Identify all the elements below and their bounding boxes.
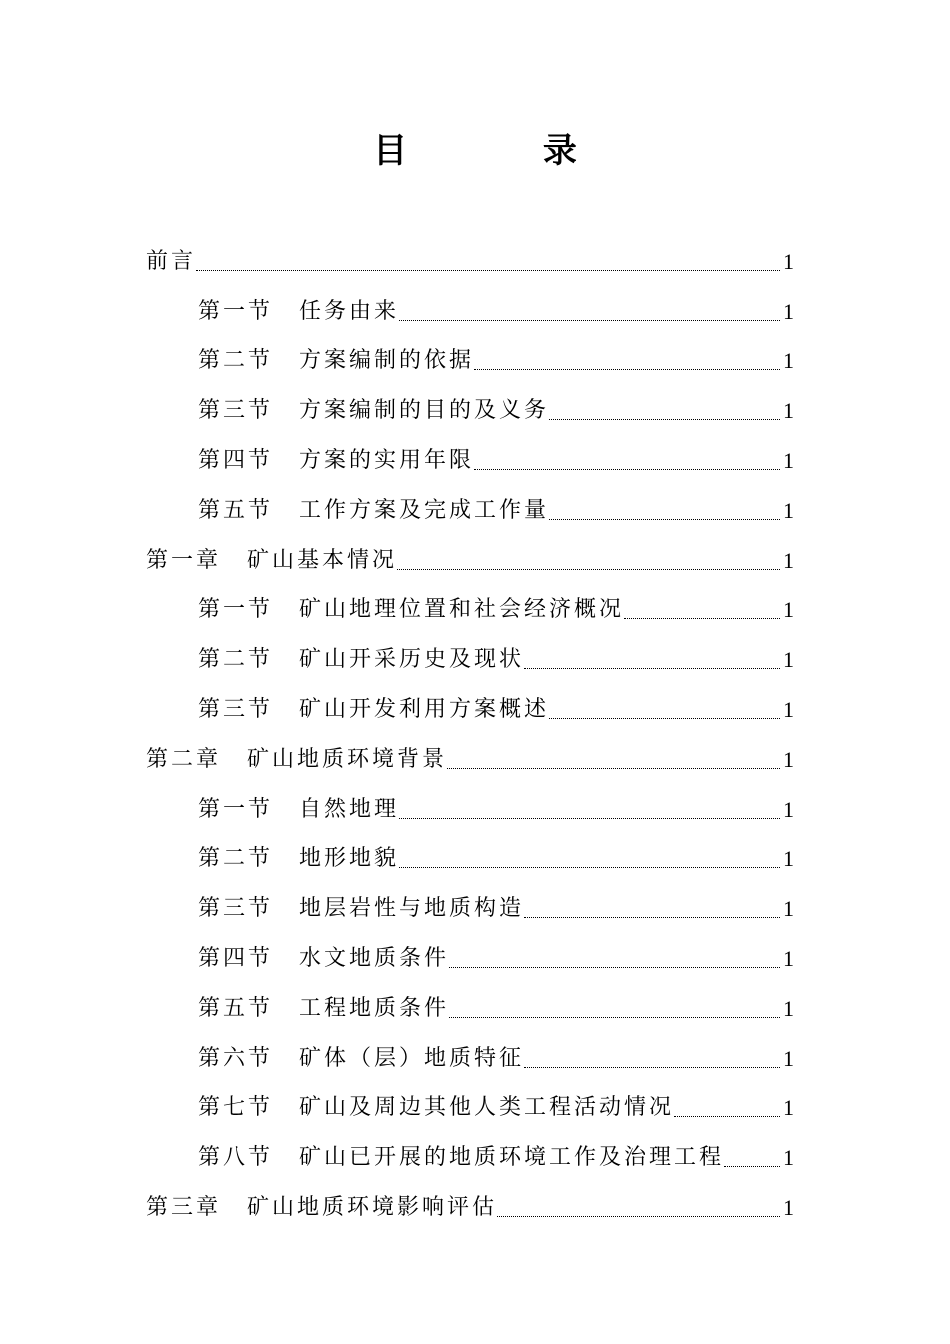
toc-section-entry[interactable] [146, 973, 794, 1023]
toc-entry-label [198, 845, 399, 873]
toc-entry-title: 矿体（层）地质特征 [299, 1045, 525, 1071]
toc-section-entry[interactable] [146, 824, 794, 874]
toc-section-entry[interactable] [146, 276, 794, 326]
toc-dot-leader [399, 320, 780, 321]
toc-entry-title: 方案编制的目的及义务 [299, 398, 550, 424]
toc-page-number: 1 [783, 1095, 794, 1121]
toc-chapter-entry[interactable] [146, 525, 794, 575]
toc-entry-number: 第二节 [198, 348, 274, 374]
table-of-contents [146, 226, 794, 1222]
toc-entry-label [198, 1045, 524, 1073]
toc-dot-leader [397, 569, 780, 570]
toc-dot-leader [449, 967, 780, 968]
toc-entry-title: 矿山地质环境影响评估 [247, 1194, 498, 1220]
toc-entry-title: 方案编制的依据 [299, 348, 475, 374]
toc-entry-number: 第三节 [198, 896, 274, 922]
toc-entry-number: 第一节 [198, 796, 274, 822]
toc-section-entry[interactable] [146, 674, 794, 724]
toc-entry-number: 第六节 [198, 1045, 274, 1071]
toc-page-number: 1 [783, 1194, 794, 1220]
toc-entry-title: 矿山地理位置和社会经济概况 [299, 597, 625, 623]
toc-dot-leader [399, 818, 780, 819]
toc-entry-label [146, 547, 397, 575]
toc-entry-label [198, 696, 549, 724]
toc-dot-leader [624, 618, 780, 619]
toc-entry-title: 前言 [146, 248, 197, 274]
toc-page-number: 1 [783, 896, 794, 922]
toc-entry-number: 第一节 [198, 298, 274, 324]
toc-entry-title: 工程地质条件 [299, 995, 450, 1021]
toc-entry-number: 第一节 [198, 597, 274, 623]
toc-section-entry[interactable] [146, 326, 794, 376]
toc-entry-title: 方案的实用年限 [299, 447, 475, 473]
toc-dot-leader [549, 419, 780, 420]
toc-section-entry[interactable] [146, 923, 794, 973]
toc-page-number: 1 [783, 398, 794, 424]
toc-dot-leader [497, 1216, 780, 1217]
toc-page-number: 1 [783, 746, 794, 772]
toc-entry-number: 第七节 [198, 1095, 274, 1121]
toc-entry-title: 水文地质条件 [299, 945, 450, 971]
toc-entry-title: 自然地理 [299, 796, 400, 822]
toc-entry-title: 地层岩性与地质构造 [299, 896, 525, 922]
toc-entry-label [198, 995, 449, 1023]
toc-entry-title: 矿山基本情况 [247, 547, 398, 573]
toc-entry-number: 第五节 [198, 995, 274, 1021]
toc-page-number: 1 [783, 647, 794, 673]
toc-dot-leader [724, 1166, 780, 1167]
toc-page-number: 1 [783, 846, 794, 872]
toc-entry-label [198, 796, 399, 824]
toc-dot-leader [196, 270, 780, 271]
toc-page-number: 1 [783, 1045, 794, 1071]
toc-section-entry[interactable] [146, 624, 794, 674]
toc-entry-number: 第二章 [146, 746, 222, 772]
toc-chapter-entry[interactable] [146, 724, 794, 774]
toc-entry-label [198, 596, 624, 624]
toc-entry-number: 第三节 [198, 696, 274, 722]
toc-entry-title: 工作方案及完成工作量 [299, 497, 550, 523]
toc-dot-leader [674, 1116, 780, 1117]
toc-entry-label [198, 298, 399, 326]
toc-dot-leader [399, 867, 780, 868]
toc-entry-title: 矿山已开展的地质环境工作及治理工程 [299, 1145, 725, 1171]
toc-entry-label [198, 646, 524, 674]
toc-page-number: 1 [783, 348, 794, 374]
toc-page-number: 1 [783, 796, 794, 822]
toc-page-number: 1 [783, 696, 794, 722]
toc-entry-number: 第四节 [198, 945, 274, 971]
toc-entry-label [198, 347, 474, 375]
toc-entry-number: 第二节 [198, 647, 274, 673]
toc-entry-number: 第二节 [198, 846, 274, 872]
toc-entry-label [146, 746, 447, 774]
toc-dot-leader [549, 718, 780, 719]
toc-entry-title: 矿山开发利用方案概述 [299, 696, 550, 722]
toc-entry-number: 第五节 [198, 497, 274, 523]
toc-chapter-entry[interactable] [146, 1172, 794, 1222]
toc-entry-label [146, 248, 196, 276]
toc-chapter-entry[interactable] [146, 226, 794, 276]
toc-entry-number: 第四节 [198, 447, 274, 473]
toc-entry-label [198, 1094, 674, 1122]
toc-entry-label [146, 1194, 497, 1222]
toc-entry-number: 第三章 [146, 1194, 222, 1220]
toc-entry-label [198, 945, 449, 973]
toc-dot-leader [549, 519, 780, 520]
toc-section-entry[interactable] [146, 475, 794, 525]
toc-entry-label [198, 497, 549, 525]
toc-entry-label [198, 447, 474, 475]
toc-entry-title: 地形地貌 [299, 846, 400, 872]
toc-entry-title: 矿山开采历史及现状 [299, 647, 525, 673]
toc-entry-title: 矿山地质环境背景 [247, 746, 448, 772]
toc-dot-leader [524, 917, 780, 918]
toc-dot-leader [474, 469, 780, 470]
toc-page-number: 1 [783, 1145, 794, 1171]
toc-page-number: 1 [783, 497, 794, 523]
toc-page-number: 1 [783, 447, 794, 473]
toc-section-entry[interactable] [146, 873, 794, 923]
toc-page-number: 1 [783, 248, 794, 274]
toc-page-number: 1 [783, 945, 794, 971]
toc-dot-leader [447, 768, 780, 769]
toc-title: 目 录 [373, 131, 639, 171]
toc-entry-title: 矿山及周边其他人类工程活动情况 [299, 1095, 675, 1121]
toc-entry-title: 任务由来 [299, 298, 400, 324]
toc-dot-leader [524, 668, 780, 669]
toc-section-entry[interactable] [146, 1023, 794, 1073]
toc-entry-number: 第三节 [198, 398, 274, 424]
toc-entry-label [198, 895, 524, 923]
toc-dot-leader [524, 1067, 780, 1068]
toc-entry-number: 第一章 [146, 547, 222, 573]
toc-dot-leader [449, 1017, 780, 1018]
toc-section-entry[interactable] [146, 575, 794, 625]
toc-page-number: 1 [783, 547, 794, 573]
toc-entry-number: 第八节 [198, 1145, 274, 1171]
toc-section-entry[interactable] [146, 774, 794, 824]
toc-dot-leader [474, 369, 780, 370]
toc-section-entry[interactable] [146, 425, 794, 475]
toc-entry-label [198, 1144, 724, 1172]
toc-page-number: 1 [783, 995, 794, 1021]
toc-section-entry[interactable] [146, 375, 794, 425]
toc-page-number: 1 [783, 597, 794, 623]
toc-section-entry[interactable] [146, 1073, 794, 1123]
toc-section-entry[interactable] [146, 1122, 794, 1172]
toc-entry-label [198, 397, 549, 425]
toc-page-number: 1 [783, 298, 794, 324]
